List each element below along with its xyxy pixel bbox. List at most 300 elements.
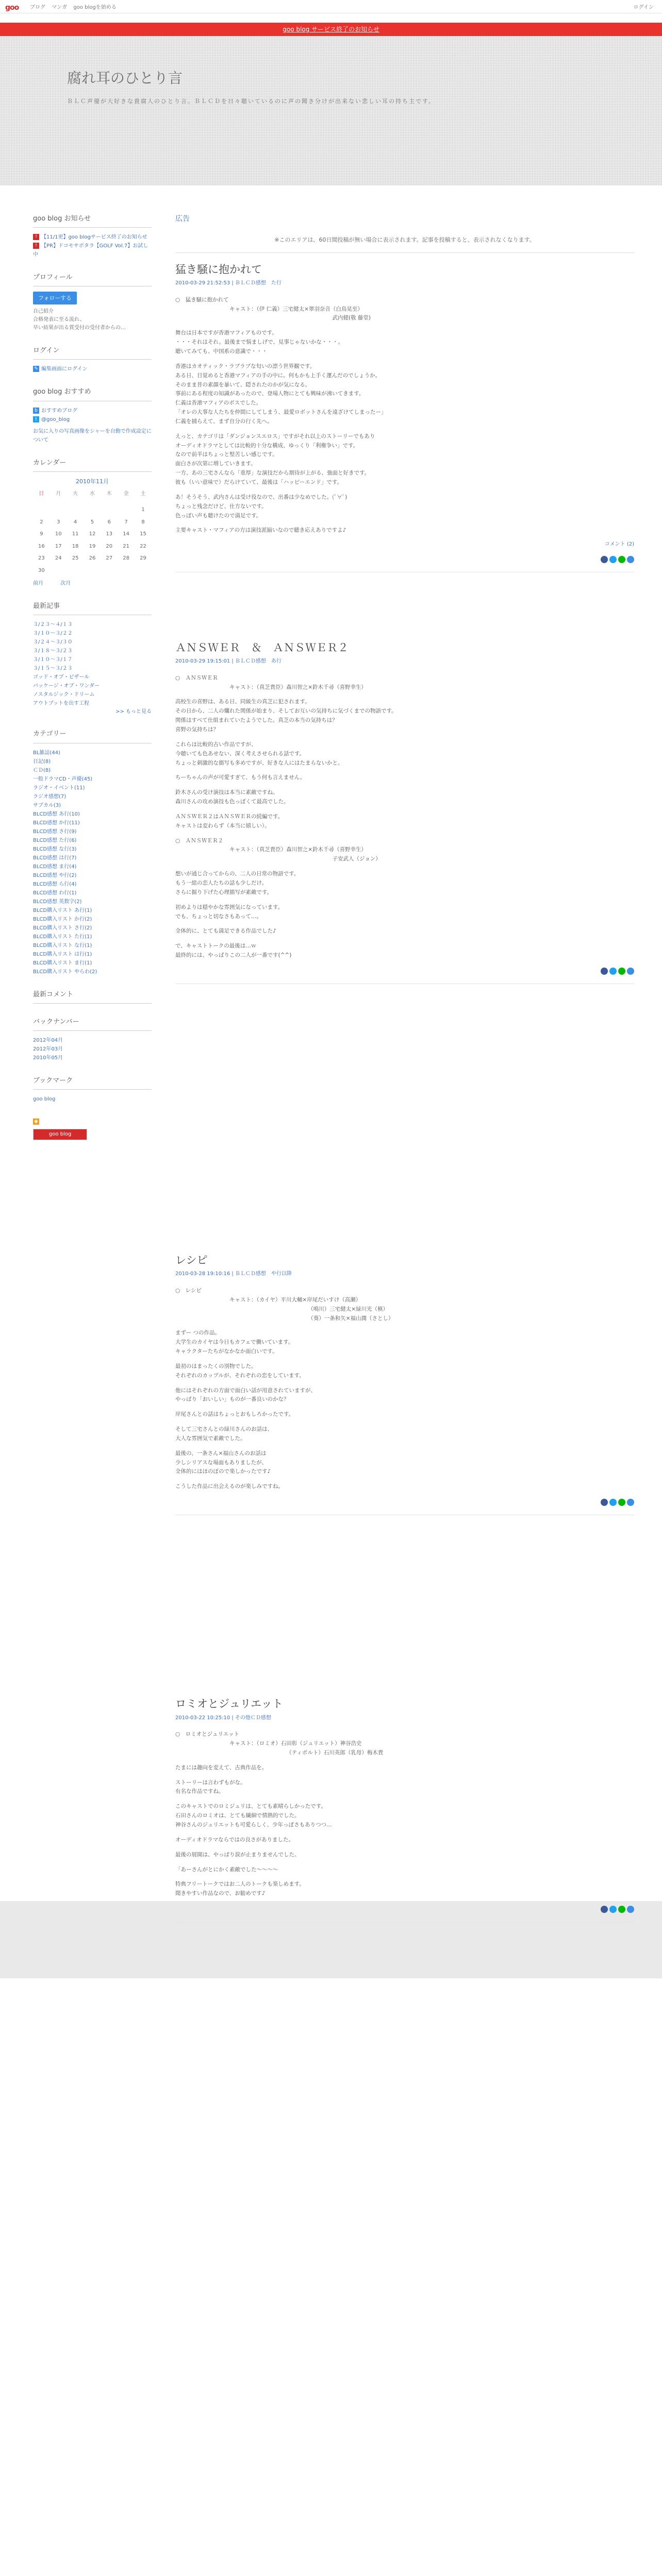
category-link[interactable]: BLCD購入リスト か行(2) xyxy=(33,916,92,922)
recommend-section xyxy=(33,387,152,444)
post-line: 香港はカオティック・ラブラブな匂いの漂う世界観です。 xyxy=(175,363,316,369)
calendar-nav xyxy=(33,580,152,588)
category-link[interactable]: ＣＤ(8) xyxy=(33,767,51,773)
recent-post-link[interactable]: ３/１５～３/２３ xyxy=(33,665,73,671)
blog-post xyxy=(175,1696,634,1922)
line-share-icon[interactable] xyxy=(618,556,625,563)
post-line: 全体的にはほのぼので楽しかったです♪ xyxy=(175,1468,271,1475)
calendar-weekday: 土 xyxy=(140,490,146,497)
post-line: 最後の、一条さん×福山さんのお話は xyxy=(175,1450,267,1456)
bookmark-link[interactable]: goo blog xyxy=(33,1096,56,1102)
recommend-title: goo blog おすすめ xyxy=(33,387,152,401)
top-nav-blog[interactable]: ブログ xyxy=(30,5,45,10)
facebook-share-icon[interactable] xyxy=(601,1906,608,1913)
post-line: さらに掘り下げた心理描写が素敵です。 xyxy=(175,889,273,895)
post-line: 神谷さんのジュリエットも可愛らしく、少年っぽさもありつつ… xyxy=(175,1822,332,1828)
post-line xyxy=(175,1357,634,1362)
post-line: そして三宅さんとの緑川さんのお話は、 xyxy=(175,1426,273,1433)
post-line: 聴いてみても、中国系の意識で・・・ xyxy=(175,348,268,354)
post-line: あ！そうそう、武内さんは受け役なので、出番は少なめでした。(ﾟ∀ﾟ) xyxy=(175,494,347,500)
calendar-day xyxy=(84,504,101,516)
post-line: 想いが通じ合ってからの、二人の日常の物語です。 xyxy=(175,871,300,877)
post-line: 関係はすべて仕組まれていたようでした。真芝の本当の気持ちは？ xyxy=(175,717,338,724)
calendar-day[interactable]: 3 xyxy=(57,519,60,525)
post-line: 「あーさんがとにかく素敵でした〜〜〜〜 xyxy=(175,1866,278,1873)
notice-item[interactable] xyxy=(33,242,152,259)
post-line: キャスト：（カイヤ）平川大輔×岸尾だいすけ（高瀬） xyxy=(175,1296,361,1303)
announce-link[interactable]: goo blog サービス終了のお知らせ xyxy=(283,26,379,33)
recommend-label: おすすめブログ xyxy=(41,408,78,414)
calendar-day xyxy=(101,504,118,516)
post-line: その日から、二人の爛れた関係が始まり、そしてお互いの気持ちに気づくまでの物語です。 xyxy=(175,708,397,715)
post-meta[interactable]: 2010-03-29 21:52:53 | ＢＬＣＤ感想 た行 xyxy=(175,280,282,286)
calendar-day[interactable]: 2 xyxy=(40,519,43,525)
recent-post-link[interactable]: ３/１８～３/２３ xyxy=(33,648,73,654)
recent-title: 最新記事 xyxy=(33,601,152,615)
recent-list xyxy=(33,620,152,708)
category-link[interactable]: BLCD購入リスト な行(1) xyxy=(33,942,92,948)
calendar-day[interactable]: 9 xyxy=(40,531,43,537)
calendar-day[interactable]: 27 xyxy=(106,555,113,562)
profile-title: プロフィール xyxy=(33,273,152,286)
post-body xyxy=(175,1286,634,1492)
calendar-next-link[interactable]: 次月 xyxy=(60,581,71,587)
post-line: ・・・それはそれ。最後まで悩ましげで、見事じゃないかな・・・。 xyxy=(175,339,343,346)
post-line: 主要キャスト・マフィアの方は演技派揃いなので聴き応えありですよ♪ xyxy=(175,527,346,534)
backnumber-title: バックナンバー xyxy=(33,1017,152,1031)
calendar-day[interactable]: 28 xyxy=(123,555,129,562)
post-line: ○ ロミオとジュリエット xyxy=(175,1731,240,1738)
calendar-day[interactable]: 25 xyxy=(72,555,79,562)
post-line xyxy=(175,1381,634,1386)
notice-item[interactable] xyxy=(33,233,152,242)
calendar-title: カレンダー xyxy=(33,458,152,472)
calendar-day[interactable]: 24 xyxy=(55,555,62,562)
line-share-icon[interactable] xyxy=(618,1906,625,1913)
post-line: オーディオドラマとしては比較的十分な構成、ゆっくり「利権争い」です。 xyxy=(175,442,359,449)
post-line: 大学生のカイヤは今日もカフェで働いています。 xyxy=(175,1339,294,1346)
post-line: 事前にある程度の知識があったので、登場人物にとても興味が沸いてきます。 xyxy=(175,391,365,397)
category-link[interactable]: BLCD感想 た行(6) xyxy=(33,837,77,843)
post-line: もう一組の恋人たちの話も少しだけ。 xyxy=(175,879,268,886)
recent-section xyxy=(33,601,152,716)
post-line xyxy=(175,323,634,329)
post-line: オーディオドラマならではの良さがありました。 xyxy=(175,1836,294,1843)
category-link[interactable]: BLCD購入リスト た行(1) xyxy=(33,934,92,940)
category-link[interactable]: BL雑誌(44) xyxy=(33,750,60,756)
recommend-item[interactable] xyxy=(33,415,152,424)
post-line xyxy=(175,1845,634,1851)
category-link[interactable]: BLCD購入リスト は行(1) xyxy=(33,951,92,957)
profile-text: 自己紹介 合格発表に至る流れ、 早い結果が出る賞受付の受付者からの… xyxy=(33,309,126,331)
calendar-weekday: 日 xyxy=(39,490,44,497)
post-line: ちょっと刺激的な描写も多めですが、好きな人にはたまらないかと。 xyxy=(175,759,343,766)
calendar-weekday: 火 xyxy=(73,490,78,497)
backnumber-section xyxy=(33,1017,152,1062)
post-line: 有名な作品ですね。 xyxy=(175,1788,224,1795)
goo-blog-badge[interactable]: goo blog xyxy=(33,1129,87,1140)
recent-post-link[interactable]: ゴッド・オブ・ビザール xyxy=(33,674,90,680)
calendar-day[interactable]: 15 xyxy=(140,531,146,537)
bookmark-title: ブックマーク xyxy=(33,1076,152,1090)
calendar-day[interactable]: 13 xyxy=(106,531,113,537)
category-link[interactable]: BLCD感想 わ行(1) xyxy=(33,890,77,896)
calendar-day[interactable]: 17 xyxy=(55,543,62,549)
category-link[interactable]: BLCD感想 あ行(10) xyxy=(33,811,80,817)
post-body xyxy=(175,296,634,535)
post-line: キャスト：（伊 仁義）三宅健太×翠羽奈音（白鳥晃至） xyxy=(175,306,363,312)
post-line: キャスト：（真芝貴臣）森川智之×鈴木千尋（喜野幸生） xyxy=(175,684,367,690)
calendar-day xyxy=(118,565,135,577)
post-line xyxy=(175,427,634,432)
post-title[interactable]: 猛き騒に抱かれて xyxy=(175,263,262,276)
top-bar xyxy=(0,0,662,13)
post-line xyxy=(175,1758,634,1764)
post-line: でも、ちょっと切なさもあって…。 xyxy=(175,913,262,920)
recent-post-link[interactable]: ３/２３～４/１３ xyxy=(33,621,73,628)
bookmark-section xyxy=(33,1076,152,1104)
post-line: 全体的に、とても満足できる作品でした♪ xyxy=(175,928,276,935)
post-line: これらは比較的古い作品ですが、 xyxy=(175,741,257,748)
post-line: こうした作品に出会えるのが楽しみですね。 xyxy=(175,1483,284,1490)
post-line: 「オレの大事な人たちを仲間にしてしまう、最愛ロボットさんを遠ざけてしまったー」 xyxy=(175,409,387,416)
hatena-share-icon[interactable] xyxy=(627,1906,634,1913)
category-link[interactable]: BLCD購入リスト やらわ(2) xyxy=(33,969,97,975)
post-line: 特典フリートークではお二人のトークも楽しめます。 xyxy=(175,1881,305,1888)
post-line xyxy=(175,936,634,942)
post-line xyxy=(175,1419,634,1425)
post-line: で、キャストトークの最後は…ｗ xyxy=(175,943,257,950)
post-line: 最後の展開は、やっぱり涙が止まりませんでした。 xyxy=(175,1851,300,1858)
post-line: ○ レシピ xyxy=(175,1287,202,1294)
recent-post-link[interactable]: ３/１０～３/１７ xyxy=(33,656,73,663)
post-line: 初めよりは穏やかな雰囲気になっています。 xyxy=(175,904,284,910)
backnumber-link[interactable]: 2012年04月 xyxy=(33,1037,63,1043)
notice-icon: ! xyxy=(33,234,39,240)
post-line: それぞれのカップルが、それぞれの恋をしています。 xyxy=(175,1372,305,1379)
calendar-day[interactable]: 11 xyxy=(72,531,79,537)
post-line xyxy=(175,1830,634,1836)
calendar-table xyxy=(33,488,152,577)
post-line xyxy=(175,357,634,362)
share-bar xyxy=(175,556,634,566)
post-line: 森川さんの攻め演技も色っぽくて最高でした。 xyxy=(175,799,289,805)
facebook-share-icon[interactable] xyxy=(601,968,608,975)
calendar-prev-link[interactable]: 前月 xyxy=(33,581,43,587)
post-line: ちょっと残念だけど、仕方ないです。 xyxy=(175,503,267,510)
post-line: このキャストでのロミジュリは、とても素晴らしかったです。 xyxy=(175,1803,326,1810)
post-line xyxy=(175,1477,634,1482)
post-line xyxy=(175,783,634,788)
post-line: 岸尾さんとの話はちょっとおもしろかったです。 xyxy=(175,1411,294,1418)
post-line: 聞きやすい作品なので、お勧めです♪ xyxy=(175,1890,266,1897)
post-line: ○ 猛き騒に抱かれて xyxy=(175,296,229,303)
category-link[interactable]: BLCD感想 は行(7) xyxy=(33,855,77,861)
calendar-day xyxy=(67,500,84,504)
calendar-weekday: 水 xyxy=(89,490,95,497)
post-line: 彼も（いい意味で）だらけていて、最後は「ハッピーエンド」です。 xyxy=(175,479,343,485)
notice-section xyxy=(33,214,152,259)
blog-header xyxy=(0,36,662,185)
twitter-share-icon[interactable] xyxy=(609,1499,617,1506)
post-title[interactable]: ロミオとジュリエット xyxy=(175,1698,283,1710)
post-line xyxy=(175,520,634,526)
post-line: ＡＮＳＷＥＲ２はＡＮＳＷＥＲの続編です。 xyxy=(175,813,284,820)
recent-post-link[interactable]: ３/１０～３/２２ xyxy=(33,630,73,636)
calendar-day[interactable]: 22 xyxy=(140,543,146,549)
calendar-day[interactable]: 12 xyxy=(89,531,96,537)
twitter-share-icon[interactable] xyxy=(609,1906,617,1913)
post-line xyxy=(175,692,634,698)
notice-icon: ! xyxy=(33,243,39,249)
category-link[interactable]: BLCD感想 さ行(9) xyxy=(33,828,77,835)
calendar-day xyxy=(118,500,135,504)
main-content xyxy=(175,214,634,1943)
category-list xyxy=(33,749,152,976)
post-line xyxy=(175,1797,634,1802)
post-body xyxy=(175,1730,634,1899)
share-bar xyxy=(175,968,634,977)
calendar-day xyxy=(33,504,50,516)
calendar-day[interactable]: 18 xyxy=(72,543,79,549)
post-line xyxy=(175,864,634,870)
post-line: 喜野の気持ちは？ xyxy=(175,726,219,733)
sidebar xyxy=(33,214,152,1154)
calendar-day[interactable]: 4 xyxy=(73,519,77,525)
post-line xyxy=(175,768,634,773)
pencil-icon: ✎ xyxy=(33,366,39,372)
share-bar xyxy=(175,1499,634,1509)
twitter-icon: t xyxy=(33,416,39,422)
line-share-icon[interactable] xyxy=(618,968,625,975)
top-nav-start[interactable]: goo blogを始める xyxy=(73,5,117,10)
calendar-day xyxy=(135,500,152,504)
post-meta[interactable]: 2010-03-22 10:25:10 | その他ＣＤ感想 xyxy=(175,1715,271,1721)
notice-title: goo blog お知らせ xyxy=(33,214,152,228)
category-link[interactable]: BLCD感想 や行(2) xyxy=(33,872,77,878)
post-line: 最初のはまったくの別物でした。 xyxy=(175,1363,257,1369)
post-line: キャストは変わらず（本当に嬉しい）。 xyxy=(175,822,270,829)
backnumber-list xyxy=(33,1036,152,1062)
blog-title[interactable]: 腐れ耳のひとり言 xyxy=(67,70,183,87)
recent-post-link[interactable]: ３/２４～３/３０ xyxy=(33,639,73,645)
calendar-day[interactable]: 20 xyxy=(106,543,113,549)
calendar-weekday: 金 xyxy=(123,490,129,497)
recent-post-link[interactable]: アウトプットを出す工程 xyxy=(33,700,89,706)
post-list xyxy=(175,261,634,1922)
category-link[interactable]: BLCD感想 か行(11) xyxy=(33,820,80,826)
calendar-day xyxy=(67,565,84,577)
rss-section xyxy=(33,1117,152,1140)
calendar-weekday: 木 xyxy=(106,490,112,497)
hatena-share-icon[interactable] xyxy=(627,556,634,563)
category-link[interactable]: BLCD購入リスト さ行(2) xyxy=(33,925,92,931)
category-link[interactable]: BLCD感想 英数字(2) xyxy=(33,899,82,905)
post-line: ある日、目覚めると香港マフィアの手の中に。何もかも上手く運んだのでしょうか。 xyxy=(175,372,381,379)
calendar-day xyxy=(84,500,101,504)
post-line: 仁義を捕らえて、まず自分の行く先へ。 xyxy=(175,418,273,425)
post-line: 面白さが次第に増していきます。 xyxy=(175,461,256,467)
category-link[interactable]: ラジオ感想(7) xyxy=(33,793,67,800)
post-line: ○ ＡＮＳＷＥＲ xyxy=(175,674,218,681)
calendar-day[interactable]: 30 xyxy=(38,567,45,573)
post-line: 高校生の喜野は、ある日、同級生の真芝に犯されます。 xyxy=(175,699,310,705)
post-line: キャラクターたちがなかなか面白いです。 xyxy=(175,1348,278,1355)
calendar-day[interactable]: 23 xyxy=(38,555,45,562)
post-line xyxy=(175,831,634,837)
login-section xyxy=(33,346,152,374)
comment-link[interactable]: コメント (2) xyxy=(604,541,634,548)
post-line: ちーちゃんの声が可愛すぎて、もう何も言えません。 xyxy=(175,774,306,781)
post-line: キャスト：（真芝貴臣）森川智之×鈴木千尋（喜野幸生） xyxy=(175,846,367,853)
blog-post xyxy=(175,1252,634,1515)
post-line: 一方、あの三宅さんなら「重厚」な演技だから期待が上がる、強面と好きです。 xyxy=(175,470,370,477)
calendar-day[interactable]: 5 xyxy=(90,519,94,525)
goo-logo[interactable]: goo xyxy=(5,4,19,12)
post-title[interactable]: レシピ xyxy=(175,1253,208,1266)
calendar-section xyxy=(33,458,152,588)
post-line: まずー つの作品。 xyxy=(175,1330,221,1336)
post-line: （葵）一条和矢×福山潤（さとし） xyxy=(175,1315,394,1321)
top-nav xyxy=(30,4,121,12)
post-line: たまには趣向を変えて、古典作品を。 xyxy=(175,1764,268,1771)
calendar-day[interactable]: 7 xyxy=(124,519,128,525)
category-link[interactable]: BLCD感想 な行(3) xyxy=(33,846,77,852)
category-link[interactable]: サブカル(3) xyxy=(33,802,61,808)
login-edit-link[interactable] xyxy=(33,365,152,374)
backnumber-link[interactable]: 2012年03月 xyxy=(33,1046,63,1052)
calendar-day xyxy=(135,565,152,577)
recommend-item[interactable] xyxy=(33,406,152,415)
post-line: （鳴川）三宅健太×緑川光（槙） xyxy=(175,1306,389,1312)
comment-section xyxy=(33,990,152,1004)
post-line xyxy=(175,1404,634,1410)
notice-item-label: 【11/1更】goo blogサービス終了のお知らせ xyxy=(41,234,147,241)
post-line: 少しシリアスな場面もありましたが、 xyxy=(175,1459,268,1466)
post-line: 大人な雰囲気で素敵でした。 xyxy=(175,1435,246,1442)
login-edit-label: 編集画面にログイン xyxy=(41,366,88,372)
comment-title: 最新コメント xyxy=(33,990,152,1004)
blog-icon: b xyxy=(33,408,39,414)
post-line: なので前半はちょっと堅苦しい感じです。 xyxy=(175,451,278,458)
facebook-share-icon[interactable] xyxy=(601,556,608,563)
calendar-day[interactable]: 1 xyxy=(141,507,145,513)
top-nav-manga[interactable]: マンガ xyxy=(52,5,68,10)
calendar-day[interactable]: 16 xyxy=(38,543,45,549)
post-line: やっぱり「おいしい」ものが一番良いのかな？ xyxy=(175,1396,289,1403)
twitter-share-icon[interactable] xyxy=(609,968,617,975)
post-meta[interactable]: 2010-03-29 19:15:01 | ＢＬＣＤ感想 あ行 xyxy=(175,658,282,665)
category-section xyxy=(33,729,152,976)
hatena-share-icon[interactable] xyxy=(627,968,634,975)
recent-more-link[interactable]: >> もっと見る xyxy=(115,708,152,715)
post-line: 色っぽい声も聴けたので満足です。 xyxy=(175,512,262,519)
category-link[interactable]: 一般ドラマCD・声優(45) xyxy=(33,776,93,782)
post-line xyxy=(175,1773,634,1778)
blog-description: ＢＬＣ声優が大好きな貴腐人のひとり言。ＢＬＣＤを日々聴いているのに声の聞き分けが出来ない悲しい耳の持ち主です。 xyxy=(67,98,436,105)
post-line xyxy=(175,735,634,740)
category-link[interactable]: 日記(8) xyxy=(33,758,51,765)
post-line: ストーリーは言わずもがな。 xyxy=(175,1779,246,1786)
ad-label: 広告 xyxy=(175,215,190,223)
calendar-day xyxy=(101,500,118,504)
post-body xyxy=(175,674,634,960)
calendar-day xyxy=(50,565,67,577)
post-line xyxy=(175,1323,634,1329)
calendar-weekday: 月 xyxy=(56,490,61,497)
post-meta[interactable]: 2010-03-28 19:10:16 | ＢＬＣＤ感想 や行以降 xyxy=(175,1271,292,1277)
post-line: 最終的には、やっぱりこの二人が一番です(^^) xyxy=(175,952,292,959)
facebook-share-icon[interactable] xyxy=(601,1499,608,1506)
login-title: ログイン xyxy=(33,346,152,360)
announce-banner xyxy=(0,23,662,36)
post-line: 石田さんのロミオは、とても繊細で情熱的でした。 xyxy=(175,1812,300,1819)
category-link[interactable]: BLCD感想 ま行(4) xyxy=(33,863,77,870)
post-line: 仁義は香港マフィアのボスでした。 xyxy=(175,400,262,406)
calendar-day xyxy=(67,504,84,516)
recommend-item[interactable]: お気に入りの写真画像をシャーを自動で作成設定について xyxy=(33,428,152,443)
post-line: キャスト：（ロミオ）石田彰（ジュリエット）神谷浩史 xyxy=(175,1740,362,1747)
category-link[interactable]: BLCD購入リスト あ行(1) xyxy=(33,907,92,913)
post-line xyxy=(175,921,634,927)
post-line: 今聴いても色あせない、深く考えさせられる話です。 xyxy=(175,750,305,757)
calendar-day xyxy=(84,565,101,577)
ad-notice: ※このエリアは、60日間投稿が無い場合に表示されます。記事を投稿すると、表示されなくなります。 xyxy=(175,235,634,253)
calendar-day[interactable]: 8 xyxy=(141,519,145,525)
rss-icon[interactable]: ◉ xyxy=(33,1118,39,1125)
category-link[interactable]: ラジオ・イベント(11) xyxy=(33,785,85,791)
recommend-label: @goo_blog xyxy=(41,416,70,422)
category-title: カテゴリー xyxy=(33,729,152,743)
blog-post xyxy=(175,639,634,984)
calendar-day xyxy=(33,500,50,504)
calendar-day xyxy=(50,504,67,516)
post-line: 舞台は日本ですが香港マフィアものです。 xyxy=(175,330,277,336)
login-link[interactable]: ログイン xyxy=(633,5,654,10)
follow-button[interactable]: フォローする xyxy=(33,292,77,304)
calendar-day[interactable]: 26 xyxy=(89,555,96,562)
category-link[interactable]: BLCD感想 ら行(4) xyxy=(33,881,77,887)
post-line xyxy=(175,807,634,812)
recent-post-link[interactable]: ノスタルジック・ドリーム xyxy=(33,691,95,698)
post-line: ○ ＡＮＳＷＥＲ２ xyxy=(175,837,224,844)
calendar-day[interactable]: 19 xyxy=(89,543,96,549)
recent-post-link[interactable]: パッケージ・オブ・ワンダー xyxy=(33,683,100,689)
twitter-share-icon[interactable] xyxy=(609,556,617,563)
backnumber-link[interactable]: 2010年05月 xyxy=(33,1055,63,1061)
calendar-day[interactable]: 21 xyxy=(123,543,129,549)
post-line xyxy=(175,1860,634,1866)
profile-section xyxy=(33,273,152,332)
line-share-icon[interactable] xyxy=(618,1499,625,1506)
post-title[interactable]: ＡＮＳＷＥＲ ＆ ＡＮＳＷＥＲ２ xyxy=(175,641,349,654)
post-line: 子安武人（ジョン） xyxy=(175,856,381,862)
calendar-day[interactable]: 14 xyxy=(123,531,129,537)
notice-item-label: 【PR】ドコモサポタラ【GOLF Vol.7】お試し中 xyxy=(33,243,148,258)
calendar-day[interactable]: 6 xyxy=(107,519,111,525)
post-line: えっと、カテゴリは「ダンジョンスエロス」ですがそれ以上のストーリーでもあり xyxy=(175,433,375,439)
post-line: 武内健(敬 藤堂) xyxy=(175,315,371,321)
calendar-day xyxy=(101,565,118,577)
hatena-share-icon[interactable] xyxy=(627,1499,634,1506)
post-line: 他にはそれぞれの方面で面白い話が用意されていますが、 xyxy=(175,1387,316,1394)
calendar-day xyxy=(50,500,67,504)
calendar-day[interactable]: 10 xyxy=(55,531,62,537)
post-line: 鈴木さんの受け演技は本当に素敵ですね。 xyxy=(175,789,278,796)
post-line xyxy=(175,897,634,903)
category-link[interactable]: BLCD購入リスト ま行(1) xyxy=(33,960,92,966)
calendar-day[interactable]: 29 xyxy=(140,555,146,562)
